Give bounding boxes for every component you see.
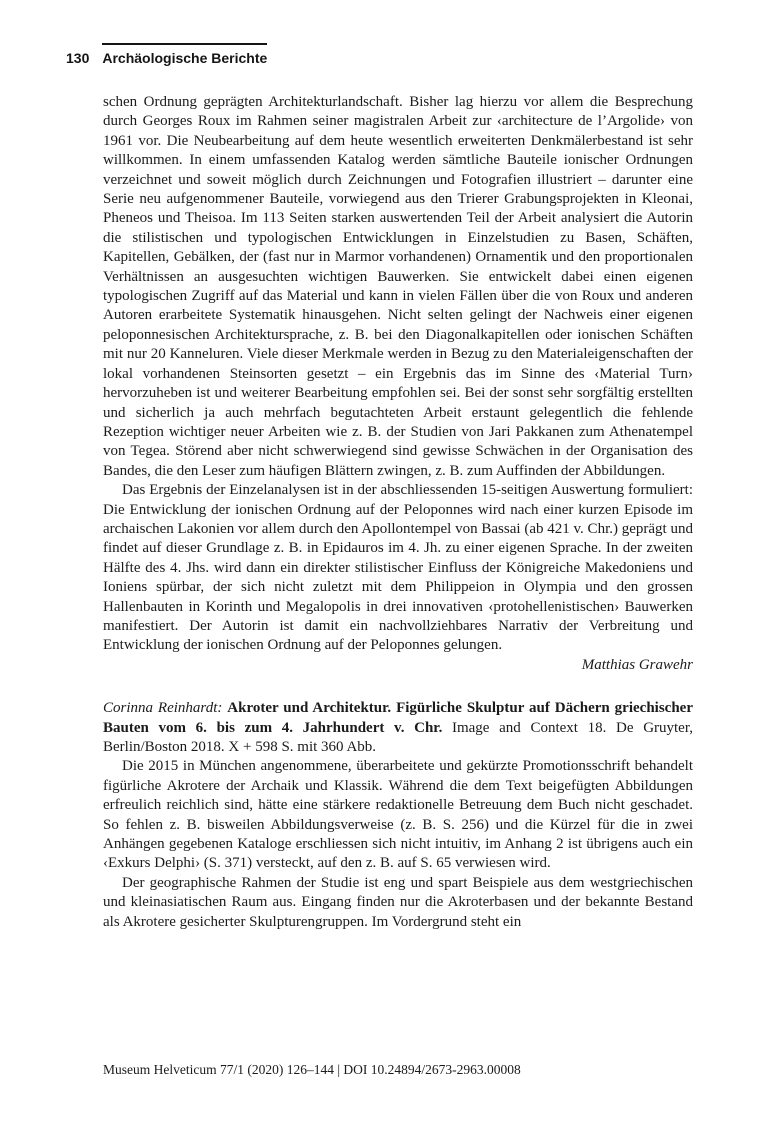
reviewed-book-title: Akroter und Architektur. Figürliche Skulptur auf Dächern griechischer Bauten vom 6. bis zum 4. Jahrhundert v. Chr.: [103, 700, 693, 736]
review-reinhardt-heading: [103, 699, 693, 757]
reviewed-book-author: Corinna Reinhardt:: [103, 700, 228, 717]
review-grawehr-paragraph-continuation: schen Ordnung geprägten Architekturlandschaft. Bisher lag hierzu vor allem die Besprechung durch Georges Roux im Rahmen seiner magistralen Arbeit zur ‹architecture de l’Argolide› von 1961 vor. Die Neubearbeitung auf dem heute wesentlich erweiterten Denkmälerbestand ist sehr willkommen. In einem umfassenden Katalog werden sämtliche Bauteile ionischer Ordnungen verzeichnet und soweit möglich durch Zeichnungen und Fotografien illustriert – darunter eine Serie neu aufgenommener Bauteile, vorwiegend aus den Trierer Grabungsprojekten in Kleonai, Pheneos und Theisoa. Im 113 Seiten starken auswertenden Teil der Arbeit analysiert die Autorin die stilistischen und typologischen Entwicklungen in Einzelstudien zu Basen, Schäften, Kapitellen, Gebälken, der (fast nur in Marmor vorhandenen) Ornamentik und den proportionalen Verhältnissen an ausgesuchten wichtigen Bauwerken. Sie entwickelt dabei einen eigenen typologischen Zugriff auf das Material und kann in vielen Fällen über die von Roux und anderen Autoren erarbeitete Systematik hinausgehen. Nicht selten gelingt der Nachweis einer eigenen peloponnesischen Architektursprache, z. B. bei den Diagonalkapitellen oder ionischen Schäften mit nur 20 Kanneluren. Viele dieser Merkmale werden in Bezug zu den Materialeigenschaften der lokal vorhandenen Steinsorten gesetzt – ein Ergebnis das im Sinne des ‹Material Turn› hervorzuheben ist und weiterer Bearbeitung empfohlen sei. Bei der sonst sehr sorgfältig erstellten und sicherlich ja auch mehrfach begutachteten Arbeit erstaunt gelegentlich die fehlende Rezeption wichtiger neuer Arbeiten wie z. B. der Studien von Jari Pakkanen zum Athenatempel von Tegea. Störend aber nicht schwerwiegend sind gewisse Schwächen in der Organisation des Bandes, die den Leser zum häufigen Blättern zwingen, z. B. zum Auffinden der Abbildungen.: [103, 94, 693, 479]
running-head: Archäologische Berichte: [102, 43, 267, 66]
page-number: 130: [66, 50, 90, 66]
reviewed-book-publication-info: Image and Context 18. De Gruyter, Berlin/Boston 2018. X + 598 S. mit 360 Abb.: [103, 719, 693, 755]
review-grawehr-paragraph-conclusion: Das Ergebnis der Einzelanalysen ist in der abschliessenden 15-seitigen Auswertung formuliert: Die Entwicklung der ionischen Ordnung auf der Peloponnes wird nach einer kurzen Episode im archaischen Lakonien vor allem durch den Apollontempel von Bassai (ab 421 v. Chr.) geprägt und findet auf dieser Grundlage z. B. in Epidauros im 4. Jh. zu einer eigenen Sprache. In der zweiten Hälfte des 4. Jhs. wird dann ein direkter stilistischer Einfluss der Königreiche Makedoniens und Ioniens spürbar, der sich nicht zuletzt mit dem Philippeion in Olympia und den grossen Hallenbauten in Korinth und Megalopolis in drei innovativen ‹protohellenistischen› Bauwerken manifestiert. Der Autorin ist damit ein nachvollziehbares Narrativ der Verbreitung und Entwicklung der ionischen Ordnung auf der Peloponnes gelungen.: [103, 482, 693, 654]
review-reinhardt-paragraph-2: Der geographische Rahmen der Studie ist eng und spart Beispiele aus dem westgriechischen und kleinasiatischen Raum aus. Eingang finden nur die Akroterbasen und der bekannte Bestand als Akrotere gesicherter Skulpturengruppen. Im Vordergrund steht ein: [103, 874, 693, 930]
page-body: [103, 93, 693, 932]
reviewer-signature: Matthias Grawehr: [581, 656, 693, 673]
page-header: [66, 43, 267, 66]
journal-citation-footer: Museum Helveticum 77/1 (2020) 126–144 | DOI 10.24894/2673-2963.00008: [103, 1062, 521, 1077]
review-reinhardt-paragraph-1: Die 2015 in München angenommene, überarbeitete und gekürzte Promotionsschrift behandelt figürliche Akrotere der Archaik und Klassik. Während die dem Text beigefügten Abbildungen erfreulich reichlich sind, hätte eine stärkere redaktionelle Betreuung dem Buch nicht geschadet. So fehlen z. B. bisweilen Abbildungsverweise (z. B. S. 256) und die Kürzel für die in zwei Anhängen gegebenen Kataloge erschliessen sich nicht intuitiv, im Anhang 2 ist übrigens auch ein ‹Exkurs Delphi› (S. 371) versteckt, auf den z. B. auf S. 65 verwiesen wird.: [103, 758, 693, 872]
